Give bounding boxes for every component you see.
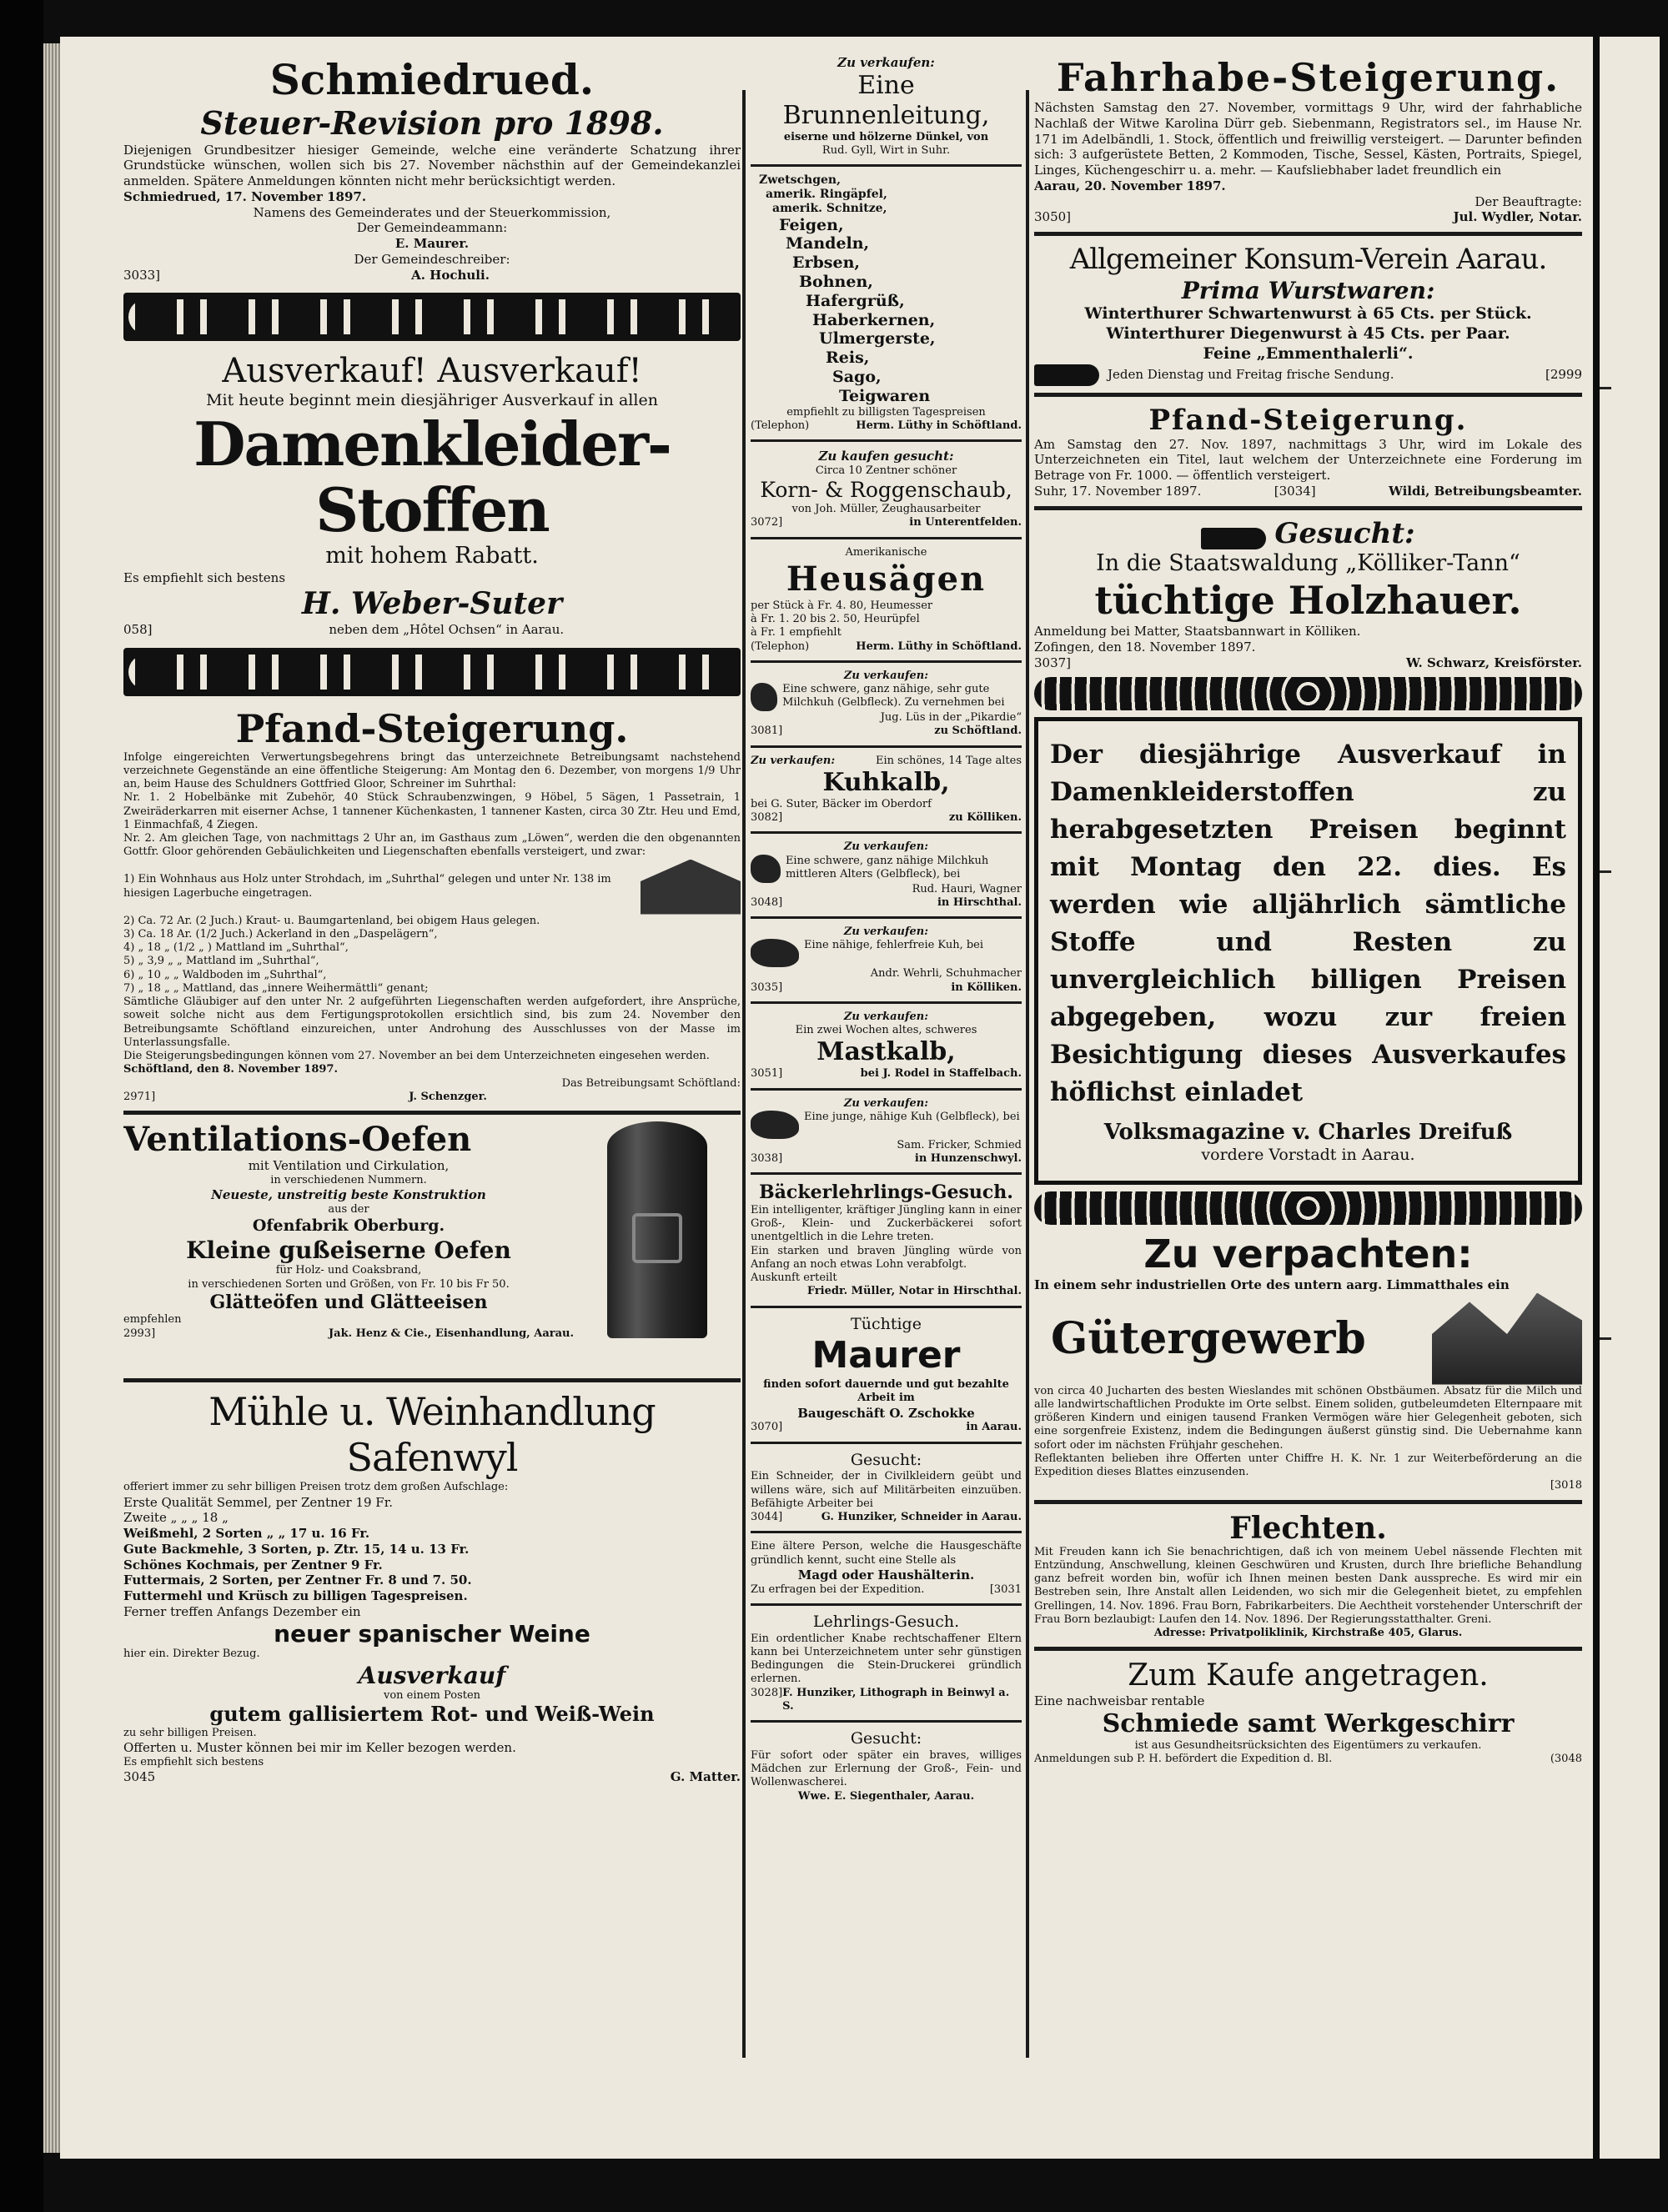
ad-text: Ofenfabrik Oberburg. — [252, 1216, 445, 1236]
ad-text: empfiehlt zu billigsten Tagespreisen — [786, 405, 986, 419]
ad-number: 2971] — [123, 1090, 156, 1103]
ad-text: von einem Posten — [383, 1689, 481, 1703]
ad-baeckerlehrling — [751, 1181, 1022, 1298]
ad-price-line: Gute Backmehle, 3 Sorten, p. Ztr. 15, 14 u. 13 Fr. — [123, 1541, 470, 1557]
ad-location: zu Schöftland. — [934, 725, 1022, 738]
ad-kicker: Zu verkaufen: — [843, 1096, 929, 1110]
ad-signature: Herm. Lüthy in Schöftland. — [856, 419, 1022, 432]
ad-price-line: Winterthurer Diegenwurst à 45 Cts. per Paar. — [1106, 324, 1510, 344]
goods-item: Mandeln, — [786, 234, 870, 253]
ad-text: Ein Schneider, der in Civilkleidern geübt und willens wäre, sich auf Militärbeiten einzuüben. Befähigte Arbeiter bei — [751, 1470, 1022, 1510]
ad-text: zu sehr billigen Preisen. — [123, 1727, 257, 1740]
ad-number: 3033] — [123, 267, 161, 283]
separator — [751, 1306, 1022, 1308]
ad-heading: Heusägen — [786, 559, 987, 599]
ad-phone: (Telephon) — [751, 640, 810, 653]
ad-list-item: 7) „ 18 „ „ Mattland, das „innere Weihermättli“ genant; — [123, 981, 429, 995]
ad-paragraph: 2) Ca. 72 Ar. (2 Juch.) Kraut- u. Baumgartenland, bei obigem Haus gelegen. — [123, 914, 540, 927]
ornament-border — [123, 293, 741, 341]
pointing-hand-icon — [1034, 364, 1099, 386]
ad-date: Aarau, 20. November 1897. — [1034, 178, 1226, 193]
ad-text: Eine nähige, fehlerfreie Kuh, bei — [804, 939, 984, 952]
ad-maedchen — [751, 1729, 1022, 1803]
binding-shadow — [0, 0, 43, 2212]
ad-heading: Ventilations-Oefen — [123, 1120, 472, 1160]
goods-item: Reis, — [826, 349, 870, 368]
ad-number: [3018 — [1550, 1479, 1582, 1492]
ad-kuhkalb — [751, 755, 1022, 825]
ad-signature: Baugeschäft O. Zschokke — [797, 1405, 975, 1421]
ad-location: in Kölliken. — [951, 981, 1022, 994]
ad-heading: Eine Brunnenleitung, — [782, 70, 990, 130]
ad-heading: Zu verpachten: — [1143, 1231, 1473, 1277]
ad-number: [2999 — [1545, 366, 1582, 382]
ad-paragraph: Nr. 2. Am gleichen Tage, von nachmittags 2 Uhr an, im Gasthaus zum „Löwen“, werden die den obgenannten Gottfr. Gloor gehörenden Gebäulichkeiten und Liegenschaften ebenfalls versteigert, und zwar: — [123, 832, 741, 859]
ad-authority: Der Gemeindeammann: — [356, 220, 508, 236]
ad-text: mit hohem Rabatt. — [325, 543, 539, 569]
ad-kicker: Zu verkaufen: — [843, 669, 929, 682]
separator — [1034, 1647, 1582, 1651]
ad-text: Eine junge, nähige Kuh (Gelbfleck), bei — [804, 1110, 1020, 1123]
page-stack-edge — [43, 43, 62, 2153]
ad-heading: Mastkalb, — [816, 1037, 956, 1067]
separator — [751, 1088, 1022, 1091]
ad-number: [3034] — [1274, 483, 1316, 499]
ad-text: Jeden Dienstag und Freitag frische Sendung. — [1108, 366, 1394, 382]
ad-heading: Bäckerlehrlings-Gesuch. — [759, 1181, 1013, 1204]
ad-milchkuh-1 — [751, 670, 1022, 739]
ad-heading: Gesucht: — [1274, 516, 1415, 550]
ad-paragraph: Sämtliche Gläubiger auf den unter Nr. 2 aufgeführten Liegenschaften werden aufgefordert, ihre Ansprüche, soweit solche nicht aus dem Fertigungsprotokollen ersichtlich sind, bis zum 24. November den Betreibungsamte Schöftland einzureichen, unter Androhung des Ausschlusses von der Masse im Unterlassungsfalle. — [123, 996, 741, 1049]
ad-price-line: Futtermais, 2 Sorten, per Zentner Fr. 8 und 7. 50. — [123, 1572, 472, 1588]
ad-body: Reflektanten belieben ihre Offerten unter Chiffre H. K. Nr. 1 zur Weiterbeförderung an die Expedition dieses Blattes einzusenden. — [1034, 1452, 1582, 1479]
ad-schmiede — [1034, 1658, 1582, 1766]
ad-heading: Korn- & Roggenschaub, — [760, 478, 1012, 503]
ad-ausverkauf-box — [1034, 717, 1582, 1184]
ad-body: von circa 40 Jucharten des besten Wieslandes mit schönen Obstbäumen. Absatz für die Milch und alle landwirtschaftlichen Produkte im Orte selbst. Einem soliden, gutbeleumdeten Elternpaare mit größeren Kindern und einigen tausend Franken Vermögen wäre hier Gelegenheit geboten, sich eine sorgenfreie Existenz, indem die Bedingungen äußerst günstig sind. Die Uebernahme kann sofort oder im nächsten Frühjahr geschehen. — [1034, 1384, 1582, 1452]
ad-location: zu Kölliken. — [948, 811, 1022, 825]
ad-signature: Andr. Wehrli, Schuhmacher — [870, 967, 1022, 981]
ad-signature: Friedr. Müller, Notar in Hirschthal. — [806, 1285, 1022, 1298]
separator — [123, 1111, 741, 1115]
ad-lehrling — [751, 1613, 1022, 1713]
ad-date: Zofingen, den 18. November 1897. — [1034, 639, 1256, 655]
ad-signature: Sam. Fricker, Schmied — [897, 1138, 1022, 1151]
ad-signature: Jug. Lüs in der „Pikardie“ — [880, 711, 1022, 725]
ad-text: Eine schwere, ganz nähige Milchkuh mittleren Alters (Gelbfleck), bei — [785, 854, 989, 880]
ad-heading: Lehrlings-Gesuch. — [812, 1612, 960, 1631]
ad-body: Der diesjährige Ausverkauf in Damenkleiderstoffen zu herabgesetzten Preisen beginnt mit Montag den 22. dies. Es werden wie alljährlich sämtliche Stoffe und Resten zu unvergleichlich billigen Preisen abgegeben, wozu zur freien Besichtigung dieses Ausverkaufes höflichst einladet — [1050, 740, 1566, 1107]
ornament-border — [1034, 677, 1582, 710]
goods-item: Ulmergerste, — [819, 329, 936, 349]
ad-number: 3081] — [751, 725, 783, 738]
separator — [751, 1442, 1022, 1444]
goods-item: Teigwaren — [839, 386, 931, 405]
separator — [1034, 393, 1582, 397]
ad-ventilations-oefen — [123, 1121, 741, 1372]
ad-kuh-4 — [751, 1097, 1022, 1166]
ad-text: Ein zwei Wochen altes, schweres — [795, 1024, 977, 1037]
goods-item: Feigen, — [779, 215, 844, 234]
ad-flechten — [1034, 1511, 1582, 1641]
ad-body: Diejenigen Grundbesitzer hiesiger Gemeinde, welche eine veränderte Schatzung ihrer Grundstücke wünschen, wollen sich bis 27. November nächsthin auf der Gemeindekanzlei anmelden. Spätere Anmeldungen könnten nicht mehr berücksichtigt werden. — [123, 142, 741, 189]
ad-kicker: Zu verkaufen: — [751, 754, 836, 767]
ad-text: Anmeldungen sub P. H. befördert die Expedition d. Bl. — [1034, 1753, 1333, 1766]
ad-text: für Holz- und Coaksbrand, — [275, 1264, 422, 1277]
column-left — [123, 55, 741, 2052]
cow-icon — [751, 1111, 799, 1139]
ad-heading: Allgemeiner Konsum-Verein Aarau. — [1069, 243, 1547, 276]
ad-number: 3082] — [751, 811, 783, 825]
ad-signature: Jak. Henz & Cie., Eisenhandlung, Aarau. — [329, 1327, 574, 1340]
ad-maurer — [751, 1315, 1022, 1435]
cow-icon — [751, 683, 777, 711]
ad-signature: G. Matter. — [670, 1769, 741, 1785]
ad-text: finden sofort dauernde und gut bezahlte Arbeit im — [763, 1378, 1009, 1405]
ad-text: mit Ventilation und Cirkulation, — [248, 1158, 450, 1174]
ad-text: in verschiedenen Nummern. — [270, 1173, 427, 1186]
ad-heading: Pfand-Steigerung. — [1148, 403, 1468, 437]
separator — [751, 1531, 1022, 1533]
ad-subheading: Kleine gußeiserne Oefen — [186, 1236, 511, 1264]
ad-subheading: Prima Wurstwaren: — [1181, 276, 1435, 304]
ad-signature: Wildi, Betreibungsbeamter. — [1389, 483, 1582, 499]
ad-number: 3028] — [751, 1686, 783, 1699]
ad-text: Es empfiehlt sich bestens — [123, 1756, 264, 1769]
ad-title: Steuer-Revision pro 1898. — [200, 104, 664, 142]
ad-kicker: Zu verkaufen: — [843, 840, 929, 854]
ad-number: 3035] — [751, 981, 783, 994]
ad-price-line: Weißmehl, 2 Sorten „ „ 17 u. 16 Fr. — [123, 1526, 370, 1542]
ad-paragraph: 1) Ein Wohnhaus aus Holz unter Strohdach, im „Suhrthal“ gelegen und unter Nr. 138 im hiesigen Lagerbuche eingetragen. — [123, 873, 611, 900]
ad-subheading: Glätteöfen und Glätteeisen — [209, 1291, 488, 1313]
ad-number: 3051] — [751, 1067, 783, 1081]
ad-authority: Das Betreibungsamt Schöftland: — [561, 1076, 741, 1090]
goods-item: Hafergrüß, — [806, 291, 905, 310]
ad-text: bei G. Suter, Bäcker im Oberdorf — [751, 797, 932, 810]
ad-kicker: Zu kaufen gesucht: — [818, 449, 954, 464]
ad-muehle-safenwyl — [123, 1389, 741, 1785]
ad-kicker: Zu verkaufen: — [837, 55, 935, 70]
goods-item: Erbsen, — [792, 253, 860, 273]
goods-item: amerik. Schnitze, — [772, 201, 887, 215]
pointing-hand-icon — [1201, 528, 1266, 549]
ad-signature: A. Hochuli. — [411, 267, 490, 283]
adjacent-rule — [1600, 870, 1611, 873]
ad-text: Ein ordentlicher Knabe rechtschaffener Eltern kann bei Unterzeichnetem unter sehr günstigen Bedingungen die Stein-Druckerei gründlich erlernen. — [751, 1632, 1022, 1686]
ad-signature: G. Hunziker, Schneider in Aarau. — [821, 1511, 1022, 1524]
ad-heading: Pfand-Steigerung. — [235, 705, 629, 751]
ad-text: eiserne und hölzerne Dünkel, von — [783, 130, 989, 143]
adjacent-page-fragment — [1600, 37, 1660, 2159]
ad-price-line: Feine „Emmenthalerli“. — [1203, 344, 1414, 363]
ad-big-title: Damenkleider-Stoffen — [193, 409, 671, 546]
ad-phone: (Telephon) — [751, 419, 810, 432]
ad-roggenschaub — [751, 449, 1022, 530]
ad-text: Auskunft erteilt — [751, 1272, 837, 1284]
ad-text: Ein schönes, 14 Tage altes — [875, 754, 1022, 767]
separator — [751, 831, 1022, 834]
separator — [751, 1001, 1022, 1004]
farm-engraving-icon — [1432, 1293, 1582, 1385]
adjacent-rule — [1600, 387, 1611, 389]
column-middle — [751, 55, 1022, 2052]
goods-list — [751, 173, 1022, 405]
ad-text: Circa 10 Zentner schöner — [815, 464, 957, 477]
ad-signature: W. Schwarz, Kreisförster. — [1406, 655, 1582, 670]
ad-big-title: Gütergewerb — [1051, 1313, 1366, 1365]
ad-text: Für sofort oder später ein braves, williges Mädchen zur Erlernung der Groß-, Fein- und Wollenwascherei. — [751, 1748, 1022, 1789]
ad-heading: Ausverkauf! Ausverkauf! — [222, 352, 642, 391]
ad-damenkleider — [123, 351, 741, 637]
adjacent-rule — [1600, 1337, 1611, 1340]
ad-zu-verpachten — [1034, 1231, 1582, 1493]
ornament-border — [1034, 1191, 1582, 1225]
ad-text: à Fr. 1. 20 bis 2. 50, Heurüpfel — [751, 613, 920, 626]
ad-number: 3038] — [751, 1152, 783, 1166]
separator — [751, 745, 1022, 748]
ad-number: 3070] — [751, 1421, 783, 1434]
ad-heading: Maurer — [811, 1334, 961, 1377]
stove-engraving-icon — [607, 1121, 707, 1338]
ad-location: in Aarau. — [966, 1421, 1022, 1434]
ad-holzhauer — [1034, 517, 1582, 671]
cow-icon — [751, 939, 799, 967]
ad-milchkuh-2 — [751, 840, 1022, 910]
ad-text: Anmeldung bei Matter, Staatsbannwart in Kölliken. — [1034, 624, 1361, 640]
ad-big-title: Schmiede samt Werkgeschirr — [1102, 1709, 1515, 1739]
separator — [751, 1603, 1022, 1606]
ad-aeltere-person — [751, 1540, 1022, 1597]
ad-signature: Volksmagazine v. Charles Dreifuß — [1103, 1119, 1513, 1145]
ad-number: [3031 — [989, 1583, 1022, 1596]
ad-location: in Hirschthal. — [937, 895, 1022, 909]
goods-item: Bohnen, — [799, 273, 873, 292]
ad-heading: Kuhkalb, — [822, 767, 950, 797]
ad-pfand-steigerung — [123, 706, 741, 1105]
ad-subheading: Ausverkauf — [358, 1661, 506, 1689]
ad-signature: in Unterentfelden. — [909, 516, 1022, 529]
ad-body: Nächsten Samstag den 27. November, vormittags 9 Uhr, wird der fahrhabliche Nachlaß der Witwe Karolina Dürr geb. Siebenmann, Registrators sel., im Hause Nr. 171 im Adelbändli, 1. Stock, öffentlich und freiwillig versteigert. — Darunter befinden sich: 3 aufgerüstete Betten, 2 Kommoden, Tische, Sessel, Kästen, Portraits, Spiegel, Linges, Küchengeschirr u. a. mehr. — Kaufsliebhaber ladet freundlich ein — [1034, 100, 1582, 178]
column-rule — [742, 90, 746, 2058]
ad-big-title: tüchtige Holzhauer. — [1094, 577, 1522, 623]
ad-list-item: 5) „ 3,9 „ „ Mattland im „Suhrthal“, — [123, 955, 319, 968]
ad-paragraph: Infolge eingereichten Verwertungsbegehrens bringt das unterzeichnete Betreibungsamt nachstehend verzeichnete Gegenstände an eine öffentliche Steigerung: Am Montag den 6. Dezember, von morgens 1/9 Uhr an, beim Hause des Schuldners Gottfried Gloor, Schreiner im Suhrthal: — [123, 750, 741, 791]
ad-address: Adresse: Privatpoliklinik, Kirchstraße 405, Glarus. — [1153, 1627, 1463, 1640]
ad-signature: J. Schenzger. — [409, 1090, 487, 1103]
ad-paragraph: Nr. 1. 2 Hobelbänke mit Zubehör, 40 Stück Schraubenzwingen, 9 Höbel, 5 Sägen, 1 Passetrain, 1 Zweiräderkarren mit eiserner Achse, 1 tannener Küchenkasten, 1 tannener Kasten, circa 30 Ztr. Heu und Emd, 1 Einmachfaß, 4 Ziegen. — [123, 791, 741, 831]
ad-number: 3050] — [1034, 209, 1072, 225]
ornament-border — [123, 648, 741, 696]
goods-item: Haberkernen, — [812, 310, 936, 329]
ad-list-item: 6) „ 10 „ „ Waldboden im „Suhrthal“, — [123, 968, 327, 981]
ad-number: 058] — [123, 621, 153, 637]
ad-signature: bei J. Rodel in Staffelbach. — [860, 1067, 1022, 1081]
ad-kicker: Zu verkaufen: — [843, 1010, 929, 1023]
ad-text: Zu erfragen bei der Expedition. — [751, 1583, 925, 1596]
ad-signature: Rud. Hauri, Wagner — [912, 882, 1022, 895]
ad-signature: Rud. Gyll, Wirt in Suhr. — [821, 144, 951, 157]
separator — [751, 164, 1022, 167]
ad-number: 3037] — [1034, 655, 1072, 670]
ad-authority: Namens des Gemeinderates und der Steuerkommission, — [253, 204, 611, 220]
ad-schneider — [751, 1451, 1022, 1525]
column-rule — [1026, 90, 1029, 2058]
ad-text: offeriert immer zu sehr billigen Preisen trotz dem großen Aufschlage: — [123, 1481, 509, 1494]
separator — [751, 537, 1022, 539]
ad-address: neben dem „Hôtel Ochsen“ in Aarau. — [329, 621, 565, 637]
ad-date: Schöftland, den 8. November 1897. — [123, 1063, 338, 1076]
ad-text: per Stück à Fr. 4. 80, Heumesser — [751, 599, 933, 612]
ad-price-line: Erste Qualität Semmel, per Zentner 19 Fr. — [123, 1494, 393, 1510]
ad-text: In einem sehr industriellen Orte des untern aarg. Limmatthales ein — [1034, 1277, 1510, 1292]
ad-signature: F. Hunziker, Lithograph in Beinwyl a. S. — [782, 1686, 1010, 1713]
column-right — [1034, 55, 1582, 2052]
ad-subheading: gutem gallisiertem Rot- und Weiß-Wein — [209, 1702, 655, 1727]
ad-signature: Jul. Wydler, Notar. — [1453, 209, 1582, 225]
ad-body: Mit Freuden kann ich Sie benachrichtigen, daß ich von meinem Uebel nässende Flechten mit Entzündung, Anschwellung, kleinen Geschwüren und Krusten, durch Ihre briefliche Behandlung ganz befreit worden bin, wofür ich Ihnen meinen besten Dank ausspreche. Es wird mir ein Bestreben sein, Ihre Anstalt allen Leidenden, wo sich mir die Gelegenheit bietet, zu empfehlen Grellingen, 14. Nov. 1896. Frau Born, Fabrikarbeiters. Die Aechtheit vorstehender Unterschrift der Frau Born bezlaubigt: Laufen den 14. Nov. 1896. Der Regierungsstatthalter. Greni. — [1034, 1545, 1582, 1626]
cow-icon — [751, 855, 781, 883]
ad-text: Eine nachweisbar rentable — [1034, 1693, 1205, 1709]
ad-kuh-3 — [751, 925, 1022, 995]
ad-price-line: Schönes Kochmais, per Zentner 9 Fr. — [123, 1557, 383, 1572]
ad-number: 3048] — [751, 895, 783, 909]
ad-heading: Gesucht: — [850, 1729, 922, 1748]
ad-text: à Fr. 1 empfiehlt — [751, 626, 842, 640]
separator — [751, 1720, 1022, 1723]
separator — [751, 660, 1022, 663]
ad-brunnenleitung — [751, 55, 1022, 158]
ad-heading: Zum Kaufe angetragen. — [1128, 1658, 1489, 1693]
ad-konsum-verein — [1034, 243, 1582, 386]
ad-text: hier ein. Direkter Bezug. — [123, 1648, 260, 1661]
ad-text: Ein intelligenter, kräftiger Jüngling kann in einer Groß-, Klein- und Zuckerbäckerei sofort unentgeltlich in die Lehre treten. — [751, 1203, 1022, 1244]
ad-text: von Joh. Müller, Zeughausarbeiter — [791, 503, 981, 516]
separator — [751, 439, 1022, 442]
goods-item: Sago, — [832, 368, 882, 387]
ad-authority: Der Beauftragte: — [1475, 193, 1582, 209]
ad-text: Ferner treffen Anfangs Dezember ein — [123, 1603, 361, 1619]
goods-item: amerik. Ringäpfel, — [766, 188, 887, 202]
ad-number: (3048 — [1550, 1753, 1582, 1766]
ad-signature: Wwe. E. Siegenthaler, Aarau. — [797, 1789, 975, 1803]
ad-pfand-steigerung-2 — [1034, 404, 1582, 499]
ad-address: vordere Vorstadt in Aarau. — [1201, 1145, 1415, 1164]
ad-location: in Hunzenschwyl. — [914, 1152, 1022, 1166]
ad-heading: Gesucht: — [850, 1450, 922, 1469]
separator — [1034, 1500, 1582, 1504]
ad-text: aus der — [328, 1202, 369, 1216]
ad-text: Eine ältere Person, welche die Hausgeschäfte gründlich kennt, sucht eine Stelle als — [751, 1540, 1022, 1567]
ad-number: 3044] — [751, 1511, 783, 1524]
ad-date: Suhr, 17. November 1897. — [1034, 483, 1202, 499]
separator — [123, 1378, 741, 1382]
ad-heading: Schmiedrued. — [269, 55, 595, 104]
ad-paragraph: Die Steigerungsbedingungen können vom 27. November an bei dem Unterzeichneten eingesehen werden. — [123, 1050, 710, 1063]
ad-mastkalb — [751, 1011, 1022, 1081]
ad-text: Offerten u. Muster können bei mir im Keller bezogen werden. — [123, 1740, 516, 1756]
ad-kicker: Tüchtige — [851, 1314, 922, 1333]
ad-text: Ein starken und braven Jüngling würde von Anfang an noch etwas Lohn verabfolgt. — [751, 1244, 1022, 1271]
ad-text: in verschiedenen Sorten und Größen, von Fr. 10 bis Fr 50. — [188, 1277, 510, 1291]
ad-list-item: 3) Ca. 18 Ar. (1/2 Juch.) Ackerland in den „Daspelägern“, — [123, 927, 438, 940]
separator — [751, 1172, 1022, 1175]
ad-list-item: 4) „ 18 „ (1/2 „ ) Mattland im „Suhrthal“, — [123, 941, 349, 955]
ad-price-line: Winterthurer Schwartenwurst à 65 Cts. per Stück. — [1084, 304, 1532, 324]
ad-schmiedrued — [123, 55, 741, 283]
ad-text: Es empfiehlt sich bestens — [123, 569, 286, 585]
ad-heusaegen — [751, 546, 1022, 654]
ad-signature: E. Maurer. — [394, 236, 470, 252]
ad-signature: H. Weber-Suter — [301, 585, 563, 621]
ad-heading: Mühle u. Weinhandlung Safenwyl — [208, 1389, 656, 1481]
ad-text: In die Staatswaldung „Kölliker-Tann“ — [1096, 550, 1520, 577]
ad-number: 2993] — [123, 1327, 156, 1340]
ad-text: Neueste, unstreitig beste Konstruktion — [211, 1187, 486, 1203]
separator — [1034, 232, 1582, 236]
ad-date: Schmiedrued, 17. November 1897. — [123, 188, 367, 204]
house-engraving-icon — [641, 860, 741, 915]
ad-price-line: Zweite „ „ „ 18 „ — [123, 1510, 229, 1526]
ad-subheading: Magd oder Haushälterin. — [797, 1567, 975, 1583]
ad-price-line: Futtermehl und Krüsch zu billigen Tagespreisen. — [123, 1588, 468, 1604]
ad-number: 3072] — [751, 516, 783, 529]
ad-authority: Der Gemeindeschreiber: — [354, 251, 510, 267]
goods-item: Zwetschgen, — [759, 173, 841, 188]
ad-heading: Fahrhabe-Steigerung. — [1056, 55, 1560, 100]
ad-subheading: neuer spanischer Weine — [274, 1619, 590, 1648]
ad-kicker: Amerikanische — [845, 545, 927, 559]
ad-text: Mit heute beginnt mein diesjähriger Ausverkauf in allen — [206, 391, 658, 410]
separator — [1034, 506, 1582, 510]
ad-fahrhabe-steigerung — [1034, 55, 1582, 225]
ad-text: ist aus Gesundheitsrücksichten des Eigentümers zu verkaufen. — [1134, 1739, 1482, 1753]
ad-kolonialwaren — [751, 173, 1022, 433]
ad-signature: Herm. Lüthy in Schöftland. — [856, 640, 1022, 653]
ad-kicker: Zu verkaufen: — [843, 925, 929, 939]
ad-body: Am Samstag den 27. Nov. 1897, nachmittags 3 Uhr, wird im Lokale des Unterzeichneten ein Titel, laut welchem der Unterzeichnete eine Forderung im Betrage von Fr. 1000. — öffentlich versteigert. — [1034, 436, 1582, 484]
ad-text: Eine schwere, ganz nähige, sehr gute Milchkuh (Gelbfleck). Zu vernehmen bei — [782, 683, 1005, 710]
ad-text: empfehlen — [123, 1313, 182, 1327]
ad-number: 3045 — [123, 1769, 156, 1785]
separator — [751, 916, 1022, 919]
ad-heading: Flechten. — [1229, 1510, 1387, 1546]
